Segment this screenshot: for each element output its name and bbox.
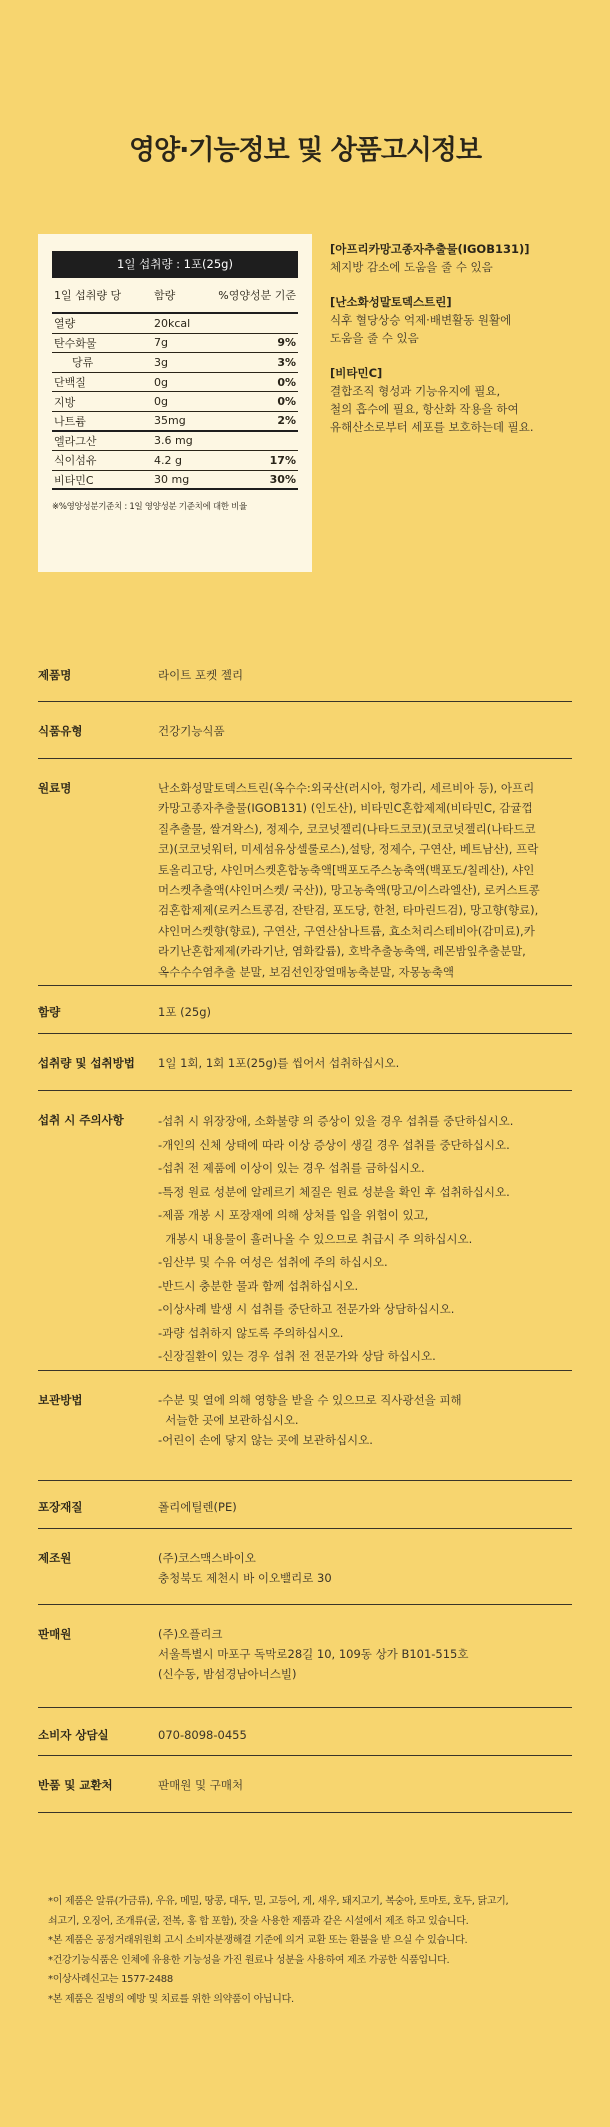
info-key: 포장재질 — [38, 1500, 83, 1514]
info-value-line: (주)코스맥스바이오 — [158, 1551, 256, 1565]
info-value-line: -제품 개봉 시 포장재에 의해 상처를 입을 위험이 있고, — [158, 1208, 429, 1222]
info-value-line: 폴리에틸렌(PE) — [158, 1500, 237, 1514]
nutrient-amount: 4.2 g — [154, 453, 182, 467]
info-value-line: 검혼합제제(로커스트콩검, 잔탄검, 포도당, 한천, 타마린드검), 망고향(향료), — [158, 903, 539, 918]
serving-header: 1일 섭취량 : 1포(25g) — [52, 251, 298, 278]
info-value — [158, 721, 572, 758]
nutrition-row — [52, 334, 298, 354]
info-value-line: 카망고종자추출물(IGOB131) (인도산), 비타민C혼합제제(비타민C, 감귤껍 — [158, 801, 533, 816]
nutrient-name: 단백질 — [54, 376, 86, 390]
info-row — [38, 1605, 572, 1708]
info-row — [38, 1756, 572, 1813]
info-value-line: (신수동, 밤섬경남아너스빌) — [158, 1667, 297, 1681]
nutrition-column-header — [52, 278, 298, 314]
info-value — [158, 778, 572, 985]
info-value-line: 충청북도 제천시 바 이오밸리로 30 — [158, 1571, 332, 1585]
info-key: 원료명 — [38, 781, 72, 795]
info-key: 보관방법 — [38, 1393, 83, 1407]
functional-item — [330, 293, 580, 347]
info-value-line: -과량 섭취하지 않도록 주의하십시오. — [158, 1325, 344, 1340]
nutrient-name: 나트륨 — [54, 414, 86, 428]
info-value — [158, 1002, 572, 1033]
nutrient-amount: 0g — [154, 395, 168, 409]
info-key: 판매원 — [38, 1627, 72, 1641]
nutrition-row — [52, 353, 298, 373]
info-value-line: 070-8098-0455 — [158, 1728, 247, 1742]
nutrient-percent: 0% — [277, 375, 296, 389]
info-value — [158, 1497, 572, 1528]
info-value-line: -이상사례 발생 시 섭취를 중단하고 전문가와 상담하십시오. — [158, 1302, 455, 1316]
info-key: 함량 — [38, 1005, 61, 1019]
info-row — [38, 1708, 572, 1756]
info-value-line: 건강기능식품 — [158, 724, 225, 738]
nutrition-row — [52, 412, 298, 432]
functional-heading: [아프리카망고종자추출물(IGOB131)] — [330, 242, 530, 256]
info-value-line: (주)오플리크 — [158, 1627, 223, 1641]
info-value-line: -어린이 손에 닿지 않는 곳에 보관하십시오. — [158, 1433, 373, 1447]
info-value-line: 라이트 포켓 젤리 — [158, 668, 244, 682]
info-value — [158, 1110, 572, 1370]
info-value — [158, 1624, 572, 1707]
functional-item — [330, 240, 580, 276]
nutrient-percent: 0% — [277, 395, 296, 409]
functional-info — [330, 240, 580, 453]
nutrient-name: 엘라그산 — [54, 434, 97, 448]
info-row — [38, 1481, 572, 1529]
info-value-line: 판매원 및 구매처 — [158, 1778, 244, 1792]
nutrient-amount: 7g — [154, 336, 168, 350]
notice-line: *본 제품은 공정거래위원회 고시 소비자분쟁해결 기준에 의거 교환 또는 환불을 받 으실 수 있습니다. — [48, 1935, 468, 1946]
info-value — [158, 1775, 572, 1812]
info-value-line: -신장질환이 있는 경우 섭취 전 전문가와 상담 하십시오. — [158, 1349, 436, 1363]
nutrient-amount: 3.6 mg — [154, 434, 193, 448]
functional-text: 식후 혈당상승 억제·배변활동 원활에 — [330, 313, 512, 327]
info-row — [38, 1529, 572, 1605]
functional-text: 철의 흡수에 필요, 항산화 작용을 하여 — [330, 402, 519, 416]
info-value-line: -반드시 충분한 물과 함께 섭취하십시오. — [158, 1278, 359, 1293]
notice-line: *이 제품은 알류(가금류), 우유, 메밀, 땅콩, 대두, 밀, 고등어, 게, 새우, 돼지고기, 복숭아, 토마토, 호두, 닭고기, — [48, 1896, 509, 1907]
nutrient-name: 탄수화물 — [54, 336, 97, 350]
info-value-line: 질추출물, 쌀겨왁스), 정제수, 코코넛젤리(나타드코코)(코코넛젤리(나타드코 — [158, 821, 536, 836]
functional-heading: [난소화성말토덱스트린] — [330, 295, 452, 309]
nutrition-facts-card — [38, 234, 312, 572]
info-key: 섭취 시 주의사항 — [38, 1113, 124, 1127]
column-name: 1일 섭취량 당 — [54, 289, 122, 302]
info-value-line: 서울특별시 마포구 독막로28길 10, 109동 상가 B101-515호 — [158, 1647, 469, 1661]
page-title: 영양·기능정보 및 상품고시정보 — [128, 135, 482, 166]
info-row — [38, 1371, 572, 1481]
info-value-line: -개인의 신체 상태에 따라 이상 증상이 생길 경우 섭취를 중단하십시오. — [158, 1137, 510, 1152]
info-value — [158, 1053, 572, 1090]
info-row — [38, 646, 572, 702]
functional-item — [330, 364, 580, 436]
nutrient-amount: 20kcal — [154, 316, 191, 330]
info-row — [38, 759, 572, 986]
nutrient-name: 열량 — [54, 317, 76, 331]
nutrition-row — [52, 451, 298, 471]
notice-line: *본 제품은 질병의 예방 및 치료를 위한 의약품이 아닙니다. — [48, 1993, 294, 2005]
column-percent: %영양성분 기준 — [218, 289, 296, 302]
info-value-line: 옥수수수염추출 분말, 보검선인장열매농축분말, 자몽농축액 — [158, 964, 454, 979]
info-value — [158, 1548, 572, 1604]
info-value-line: 샤인머스켓향(향료), 구연산, 구연산삼나트륨, 효소처리스테비아(감미료),카 — [158, 923, 535, 938]
info-value-line: 개봉시 내용물이 흘러나올 수 있으므로 취급시 주 의하십시오. — [158, 1231, 473, 1246]
nutrient-percent: 2% — [277, 414, 296, 428]
notice-line: 쇠고기, 오징어, 조개류(굴, 전복, 홍 합 포함), 잣을 사용한 제품과 같은 시설에서 제조 하고 있습니다. — [48, 1915, 469, 1927]
nutrient-name: 비타민C — [54, 473, 94, 487]
nutrient-percent: 9% — [277, 336, 296, 350]
info-row — [38, 1091, 572, 1371]
nutrient-amount: 0g — [154, 375, 168, 389]
nutrient-amount: 35mg — [154, 414, 186, 428]
info-value — [158, 665, 572, 701]
info-value-line: -임산부 및 수유 여성은 섭취에 주의 하십시오. — [158, 1255, 388, 1269]
info-key: 제품명 — [38, 668, 72, 682]
info-value-line: 코)(코코넛워터, 미세섬유상셀룰로스),설탕, 정제수, 구연산, 베트남산), 프락 — [158, 842, 539, 857]
nutrient-percent: 3% — [277, 355, 296, 369]
info-value-line: -섭취 전 제품에 이상이 있는 경우 섭취를 금하십시오. — [158, 1161, 425, 1175]
nutrient-name: 지방 — [54, 395, 76, 409]
functional-text: 유해산소로부터 세포를 보호하는데 필요. — [330, 420, 534, 434]
info-value-line: -수분 및 열에 의해 영향을 받을 수 있으므로 직사광선을 피해 — [158, 1393, 462, 1407]
info-key: 식품유형 — [38, 724, 83, 738]
info-value-line: 1포 (25g) — [158, 1005, 211, 1019]
info-key: 소비자 상담실 — [38, 1728, 109, 1742]
info-key: 반품 및 교환처 — [38, 1778, 113, 1792]
info-value-line: 라기난혼합제제(카라기난, 염화칼륨), 호박추출농축액, 레몬밤잎추출분말, — [158, 944, 526, 959]
nutrition-row — [52, 373, 298, 393]
nutrition-row — [52, 314, 298, 334]
info-value-line: 머스켓추출액(샤인머스켓/ 국산)), 망고농축액(망고/이스라엘산), 로커스트콩 — [158, 883, 540, 898]
info-value-line: -섭취 시 위장장애, 소화불량 의 증상이 있을 경우 섭취를 중단하십시오. — [158, 1114, 514, 1128]
info-value-line: 난소화성말토덱스트린(옥수수:외국산(러시아, 헝가리, 세르비아 등), 아프리 — [158, 781, 535, 795]
notice-list — [48, 1892, 578, 2009]
functional-text: 체지방 감소에 도움을 줄 수 있음 — [330, 260, 493, 274]
column-amount: 함량 — [154, 289, 176, 302]
nutrient-amount: 30 mg — [154, 473, 190, 487]
info-value-line: 토올리고당, 샤인머스켓혼합농축액[백포도주스농축액(백포도/칠레산), 샤인 — [158, 862, 535, 877]
info-value-line: -특정 원료 성분에 알레르기 체질은 원료 성분을 확인 후 섭취하십시오. — [158, 1184, 510, 1199]
info-value-line: 서늘한 곳에 보관하십시오. — [158, 1413, 299, 1427]
nutrition-row — [52, 432, 298, 452]
nutrition-row — [52, 392, 298, 412]
nutrition-footnote: ※%영양성분기준치 : 1일 영양성분 기준치에 대한 비율 — [52, 502, 247, 513]
functional-heading: [비타민C] — [330, 366, 383, 380]
nutrient-percent: 17% — [269, 453, 296, 467]
info-row — [38, 702, 572, 759]
notice-line: *건강기능식품은 인체에 유용한 기능성을 가진 원료나 성분을 사용하여 제조 가공한 식품입니다. — [48, 1954, 450, 1966]
info-row — [38, 986, 572, 1034]
info-value-line: 1일 1회, 1회 1포(25g)를 씹어서 섭취하십시오. — [158, 1056, 400, 1070]
notice-line: *이상사례신고는 1577-2488 — [48, 1974, 173, 1985]
functional-text: 도움을 줄 수 있음 — [330, 331, 419, 345]
info-key: 섭취량 및 섭취방법 — [38, 1056, 135, 1070]
info-value — [158, 1390, 572, 1480]
nutrient-amount: 3g — [154, 355, 168, 369]
product-info-table — [38, 646, 572, 1813]
info-value — [158, 1725, 572, 1755]
nutrition-table — [52, 251, 298, 512]
info-row — [38, 1034, 572, 1091]
nutrient-percent: 30% — [269, 473, 296, 487]
functional-text: 결합조직 형성과 기능유지에 필요, — [330, 384, 501, 398]
info-key: 제조원 — [38, 1551, 72, 1565]
nutrient-name: 식이섬유 — [54, 454, 97, 468]
nutrition-row — [52, 471, 298, 491]
nutrient-name: 당류 — [72, 356, 94, 370]
